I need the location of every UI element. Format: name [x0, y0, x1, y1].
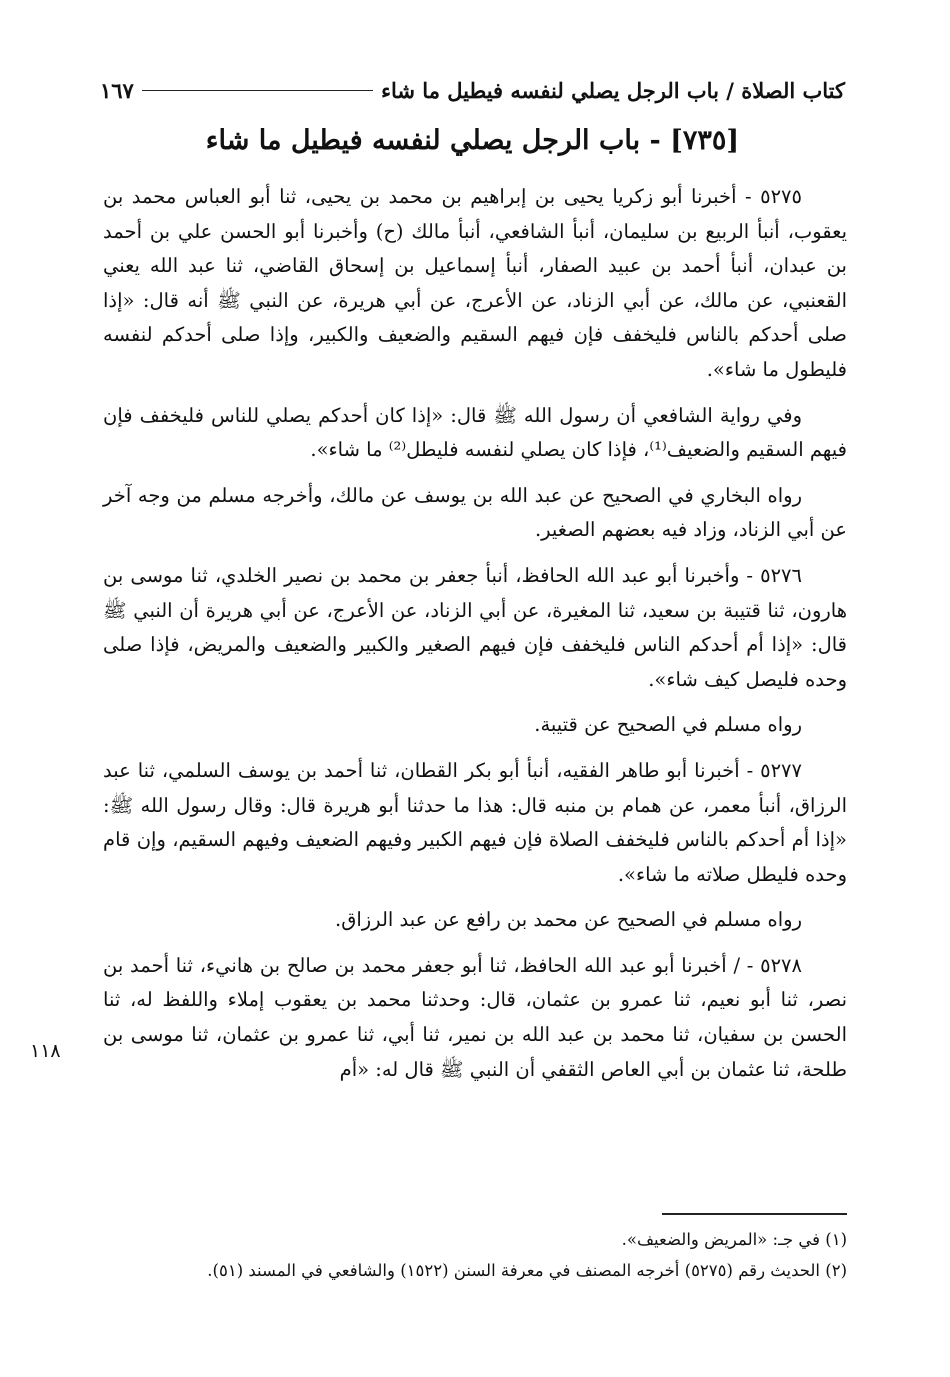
- hadith-5275: ٥٢٧٥ - أخبرنا أبو زكريا يحيى بن إبراهيم بن محمد بن يحيى، ثنا أبو العباس محمد بن يعقوب، أنبأ الربيع بن سليمان، أنبأ الشافعي، أنبأ مالك (ح) وأخبرنا أبو الحسن علي بن أحمد بن عبدان، أنبأ أحمد بن عبيد الصفار، أنبأ إسماعيل بن إسحاق القاضي، ثنا عبد الله يعني القعنبي، عن مالك، عن أبي الزناد، عن الأعرج، عن أبي هريرة، عن النبي ﷺ أنه قال: «إذا صلى أحدكم بالناس فليخفف فإن فيهم السقيم والضعيف والكبير، وإذا صلى أحدكم لنفسه فليطول ما شاء».: [103, 185, 847, 381]
- footnote-1: (١) في جـ: «المريض والضعيف».: [621, 1230, 847, 1249]
- manuscript-folio-number: ١١٨: [30, 1040, 61, 1062]
- footnote-separator: [662, 1213, 847, 1215]
- running-header: [100, 72, 845, 108]
- page-number: ١٦٧: [100, 77, 134, 103]
- bukhari-note: رواه البخاري في الصحيح عن عبد الله بن يوسف عن مالك، وأخرجه مسلم من وجه آخر عن أبي الزناد، وزاد فيه بعضهم الصغير.: [103, 483, 847, 542]
- header-rule: [142, 90, 373, 91]
- main-text: [103, 180, 847, 1098]
- footnotes: [103, 1224, 847, 1286]
- chapter-title: [٧٣٥] - باب الرجل يصلي لنفسه فيطيل ما شاء: [205, 125, 740, 156]
- shafii-narration: وفي رواية الشافعي أن رسول الله ﷺ قال: «إذا كان أحدكم يصلي للناس فليخفف فإن فيهم السقيم والضعيف⁽¹⁾، فإذا كان يصلي لنفسه فليطل⁽²⁾ ما شاء».: [103, 403, 847, 462]
- running-header-title: كتاب الصلاة / باب الرجل يصلي لنفسه فيطيل ما شاء: [381, 77, 845, 103]
- footnote-2: (٢) الحديث رقم (٥٢٧٥) أخرجه المصنف في معرفة السنن (١٥٢٢) والشافعي في المسند (٥١).: [207, 1261, 847, 1280]
- muslim-note-qutaiba: رواه مسلم في الصحيح عن قتيبة.: [534, 713, 802, 737]
- hadith-5278: ٥٢٧٨ - / أخبرنا أبو عبد الله الحافظ، ثنا أبو جعفر محمد بن صالح بن هانيء، ثنا أحمد بن نصر، ثنا أبو نعيم، ثنا عمرو بن عثمان، قال: وحدثنا محمد بن يعقوب إملاء واللفظ له، ثنا الحسن بن سفيان، ثنا محمد بن عبد الله بن نمير، ثنا أبي، ثنا عمرو بن عثمان، ثنا موسى بن طلحة، ثنا عثمان بن أبي العاص الثقفي أن النبي ﷺ قال له: «أم: [103, 953, 847, 1081]
- hadith-5276: ٥٢٧٦ - وأخبرنا أبو عبد الله الحافظ، أنبأ جعفر بن محمد بن نصير الخلدي، ثنا موسى بن هارون، ثنا قتيبة بن سعيد، ثنا المغيرة، عن أبي الزناد، عن الأعرج، عن أبي هريرة أن النبي ﷺ قال: «إذا أم أحدكم الناس فليخفف فإن فيهم الصغير والكبير والضعيف والمريض، فإذا صلى وحده فليصل كيف شاء».: [103, 563, 847, 691]
- muslim-note-rafi: رواه مسلم في الصحيح عن محمد بن رافع عن عبد الرزاق.: [335, 908, 802, 932]
- hadith-5277: ٥٢٧٧ - أخبرنا أبو طاهر الفقيه، أنبأ أبو بكر القطان، ثنا أحمد بن يوسف السلمي، ثنا عبد الرزاق، أنبأ معمر، عن همام بن منبه قال: هذا ما حدثنا أبو هريرة قال: وقال رسول الله ﷺ: «إذا أم أحدكم بالناس فليخفف الصلاة فإن فيهم الكبير وفيهم الضعيف وفيهم السقيم، وإن قام وحده فليطل صلاته ما شاء».: [103, 758, 847, 886]
